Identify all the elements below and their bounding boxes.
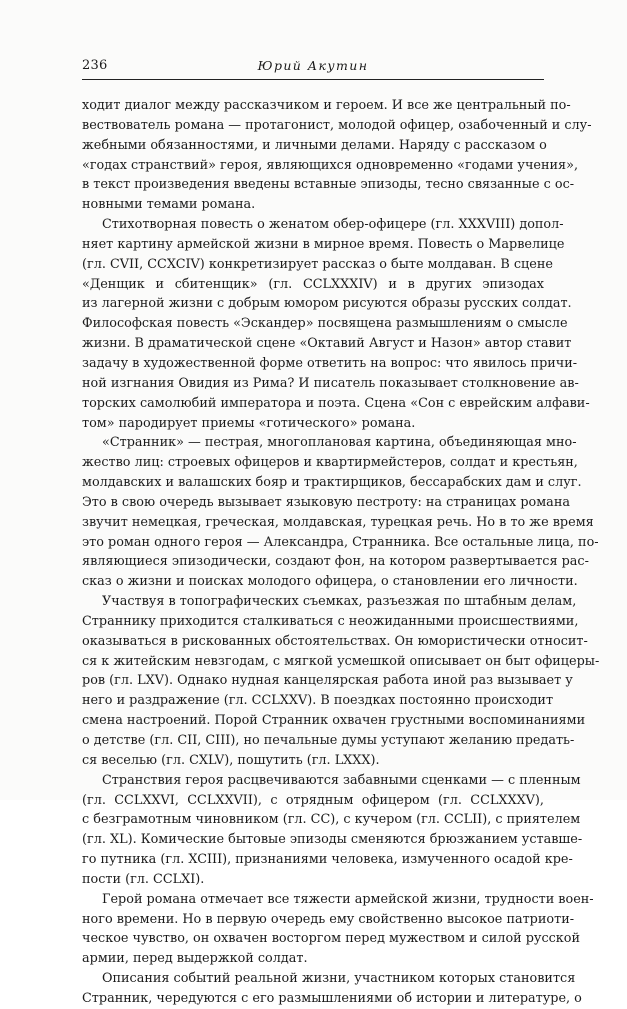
- paragraph-2: [82, 215, 590, 433]
- text-line: Участвуя в топографических съемках, разъезжая по штабным делам,: [102, 594, 577, 610]
- text-line: ров (гл. LXV). Однако нудная канцелярская работа иной раз вызывает у: [82, 673, 573, 689]
- text-line: задачу в художественной форме ответить на вопрос: что явилось причи-: [82, 355, 578, 371]
- running-head: [82, 56, 544, 76]
- text-line: новными темами романа.: [82, 197, 256, 213]
- paragraph-6: [82, 890, 594, 969]
- text-line: ного времени. Но в первую очередь ему свойственно высокое патриоти-: [82, 911, 575, 927]
- text-line: ной изгнания Овидия из Рима? И писатель показывает столкновение ав-: [82, 375, 579, 391]
- text-line: Описания событий реальной жизни, участником которых становится: [102, 971, 576, 987]
- text-line: него и раздражение (гл. CCLXXV). В поездках постоянно происходит: [82, 693, 554, 709]
- running-title: Юрий Акутин: [257, 58, 369, 73]
- text-line: жебными обязанностями, и личными делами. Наряду с рассказом о: [82, 137, 547, 153]
- text-line: «годах странствий» героя, являющихся одновременно «годами учения»,: [82, 157, 579, 173]
- text-line: Философская повесть «Эскандер» посвящена размышлениям о смысле: [82, 316, 568, 332]
- text-line: (гл. CCLXXVI, CCLXXVII), с отрядным офицером (гл. CCLXXXV),: [82, 792, 544, 808]
- paragraph-4: [82, 592, 600, 771]
- text-line: являющиеся эпизодически, создают фон, на котором развертывается рас-: [82, 554, 589, 570]
- text-line: Стихотворная повесть о женатом обер-офицере (гл. XXXVIII) допол-: [102, 217, 564, 233]
- text-line: пости (гл. CCLXI).: [82, 871, 205, 887]
- text-line: (гл. CVII, CCXCIV) конкретизирует рассказ о быте молдаван. В сцене: [82, 256, 553, 272]
- text-line: ческое чувство, он охвачен восторгом перед мужеством и силой русской: [82, 931, 581, 947]
- text-line: «Денщик и сбитенщик» (гл. CCLXXXIV) и в других эпизодах: [82, 276, 544, 292]
- paragraph-5: [82, 771, 583, 890]
- text-line: торских самолюбий императора и поэта. Сцена «Сон с еврейским алфави-: [82, 395, 590, 411]
- text-line: ся к житейским невзгодам, с мягкой усмешкой описывает он быт офицеры-: [82, 653, 600, 669]
- text-line: о детстве (гл. CII, CIII), но печальные думы уступают желанию предать-: [82, 733, 575, 748]
- page-number: 236: [82, 58, 108, 73]
- text-line: сказ о жизни и поисках молодого офицера, о становлении его личности.: [82, 574, 578, 590]
- text-line: из лагерной жизни с добрым юмором рисуются образы русских солдат.: [82, 296, 572, 312]
- text-line: ся веселью (гл. CXLV), пошутить (гл. LXXX).: [82, 752, 380, 768]
- text-line: (гл. XL). Комические бытовые эпизоды сменяются брюзжанием уставше-: [82, 832, 583, 848]
- text-line: том» пародирует приемы «готического» романа.: [82, 415, 416, 431]
- text-line: в текст произведения введены вставные эпизоды, тесно связанные с ос-: [82, 177, 575, 193]
- text-line: оказываться в рискованных обстоятельствах. Он юмористически относит-: [82, 633, 588, 649]
- text-line: жество лиц: строевых офицеров и квартирмейстеров, солдат и крестьян,: [82, 455, 578, 471]
- text-line: «Странник» — пестрая, многоплановая картина, объединяющая мно-: [102, 435, 577, 451]
- text-line: вествователь романа — протагонист, молодой офицер, озабоченный и слу-: [82, 117, 592, 133]
- text-line: Странствия героя расцвечиваются забавными сценками — с пленным: [102, 772, 581, 788]
- text-line: звучит немецкая, греческая, молдавская, турецкая речь. Но в то же время: [82, 514, 594, 530]
- text-line: армии, перед выдержкой солдат.: [82, 951, 308, 967]
- paragraph-3: [82, 433, 599, 592]
- text-line: ходит диалог между рассказчиком и героем. И все же центральный по-: [82, 98, 571, 113]
- text-line: няет картину армейской жизни в мирное время. Повесть о Марвелице: [82, 236, 565, 252]
- text-line: Герой романа отмечает все тяжести армейской жизни, трудности воен-: [102, 891, 594, 907]
- header-rule: [82, 79, 544, 80]
- text-line: го путника (гл. XCIII), признаниями человека, измученного осадой кре-: [82, 852, 573, 868]
- text-line: Странник, чередуются с его размышлениями об истории и литературе, о: [82, 990, 582, 1006]
- text-line: Это в свою очередь вызывает языковую пестроту: на страницах романа: [82, 494, 570, 510]
- text-line: с безграмотным чиновником (гл. CC), с кучером (гл. CCLII), с приятелем: [82, 812, 581, 828]
- text-line: Страннику приходится сталкиваться с неожиданными происшествиями,: [82, 613, 579, 629]
- body-text: [82, 96, 600, 1009]
- text-line: это роман одного героя — Александра, Странника. Все остальные лица, по-: [82, 534, 599, 550]
- text-line: жизни. В драматической сцене «Октавий Август и Назон» автор ставит: [82, 336, 572, 352]
- paragraph-7: [82, 969, 582, 1009]
- paragraph-1: [82, 96, 592, 215]
- text-line: смена настроений. Порой Странник охвачен грустными воспоминаниями: [82, 713, 586, 729]
- text-line: молдавских и валашских бояр и трактирщиков, бессарабских дам и слуг.: [82, 475, 582, 491]
